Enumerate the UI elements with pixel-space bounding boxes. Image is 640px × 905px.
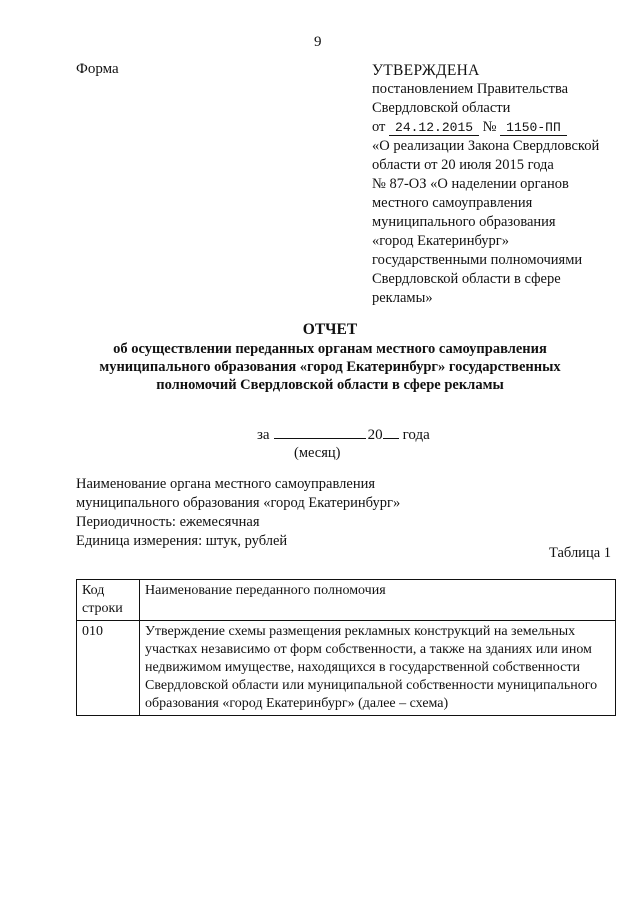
header-name: Наименование переданного полномочия [140, 580, 616, 621]
resolution-line: «О реализации Закона Свердловской [372, 138, 600, 154]
resolution-line: «город Екатеринбург» [372, 233, 509, 249]
year-blank [383, 425, 399, 439]
period-prefix: за [257, 427, 270, 443]
period-line [257, 425, 430, 444]
resolution-line: государственными полномочиями [372, 252, 583, 268]
number-prefix: № [482, 119, 497, 135]
resolution-line: рекламы» [372, 290, 433, 306]
year-suffix: года [402, 427, 430, 443]
approval-line: постановлением Правительства [372, 81, 569, 97]
row-code: 010 [77, 621, 140, 716]
report-title-line: полномочий Свердловской области в сфере рекламы [156, 377, 504, 393]
table-row [77, 621, 616, 716]
report-title-line: об осуществлении переданных органам местного самоуправления [113, 341, 547, 357]
table-header-row [77, 580, 616, 621]
resolution-line: муниципального образования [372, 214, 556, 230]
resolution-line: местного самоуправления [372, 195, 533, 211]
month-blank [274, 425, 366, 439]
form-label: Форма [76, 61, 119, 77]
report-title [70, 321, 590, 394]
info-line: Периодичность: ежемесячная [76, 514, 260, 530]
row-text: Утверждение схемы размещения рекламных конструкций на земельных участках независимо от форм собственности, а также на зданиях или ином недвижимом имуществе, находящихся в государственной собственности Свердловской области или муниципальной собственности муниципального образования «город Екатеринбург» (далее – схема) [140, 621, 616, 716]
page-number: 9 [314, 34, 322, 50]
approval-number: 1150-ПП [500, 120, 567, 136]
report-title-main: ОТЧЕТ [302, 321, 358, 338]
month-label: (месяц) [294, 445, 341, 461]
report-table [76, 579, 616, 716]
header-code: Код строки [77, 580, 140, 621]
approval-block [372, 61, 634, 308]
info-block [76, 475, 596, 551]
info-line: муниципального образования «город Екатеринбург» [76, 495, 401, 511]
approval-date: 24.12.2015 [389, 120, 479, 136]
table-label: Таблица 1 [549, 545, 612, 561]
approval-line: Свердловской области [372, 100, 511, 116]
from-prefix: от [372, 119, 386, 135]
approval-title: УТВЕРЖДЕНА [372, 62, 480, 79]
info-line: Единица измерения: штук, рублей [76, 533, 288, 549]
approval-date-line [372, 118, 634, 137]
report-title-line: муниципального образования «город Екатеринбург» государственных [99, 359, 561, 375]
resolution-line: области от 20 июля 2015 года [372, 157, 554, 173]
info-line: Наименование органа местного самоуправления [76, 476, 376, 492]
resolution-line: № 87-ОЗ «О наделении органов [372, 176, 569, 192]
year-prefix: 20 [367, 427, 383, 443]
resolution-line: Свердловской области в сфере [372, 271, 561, 287]
